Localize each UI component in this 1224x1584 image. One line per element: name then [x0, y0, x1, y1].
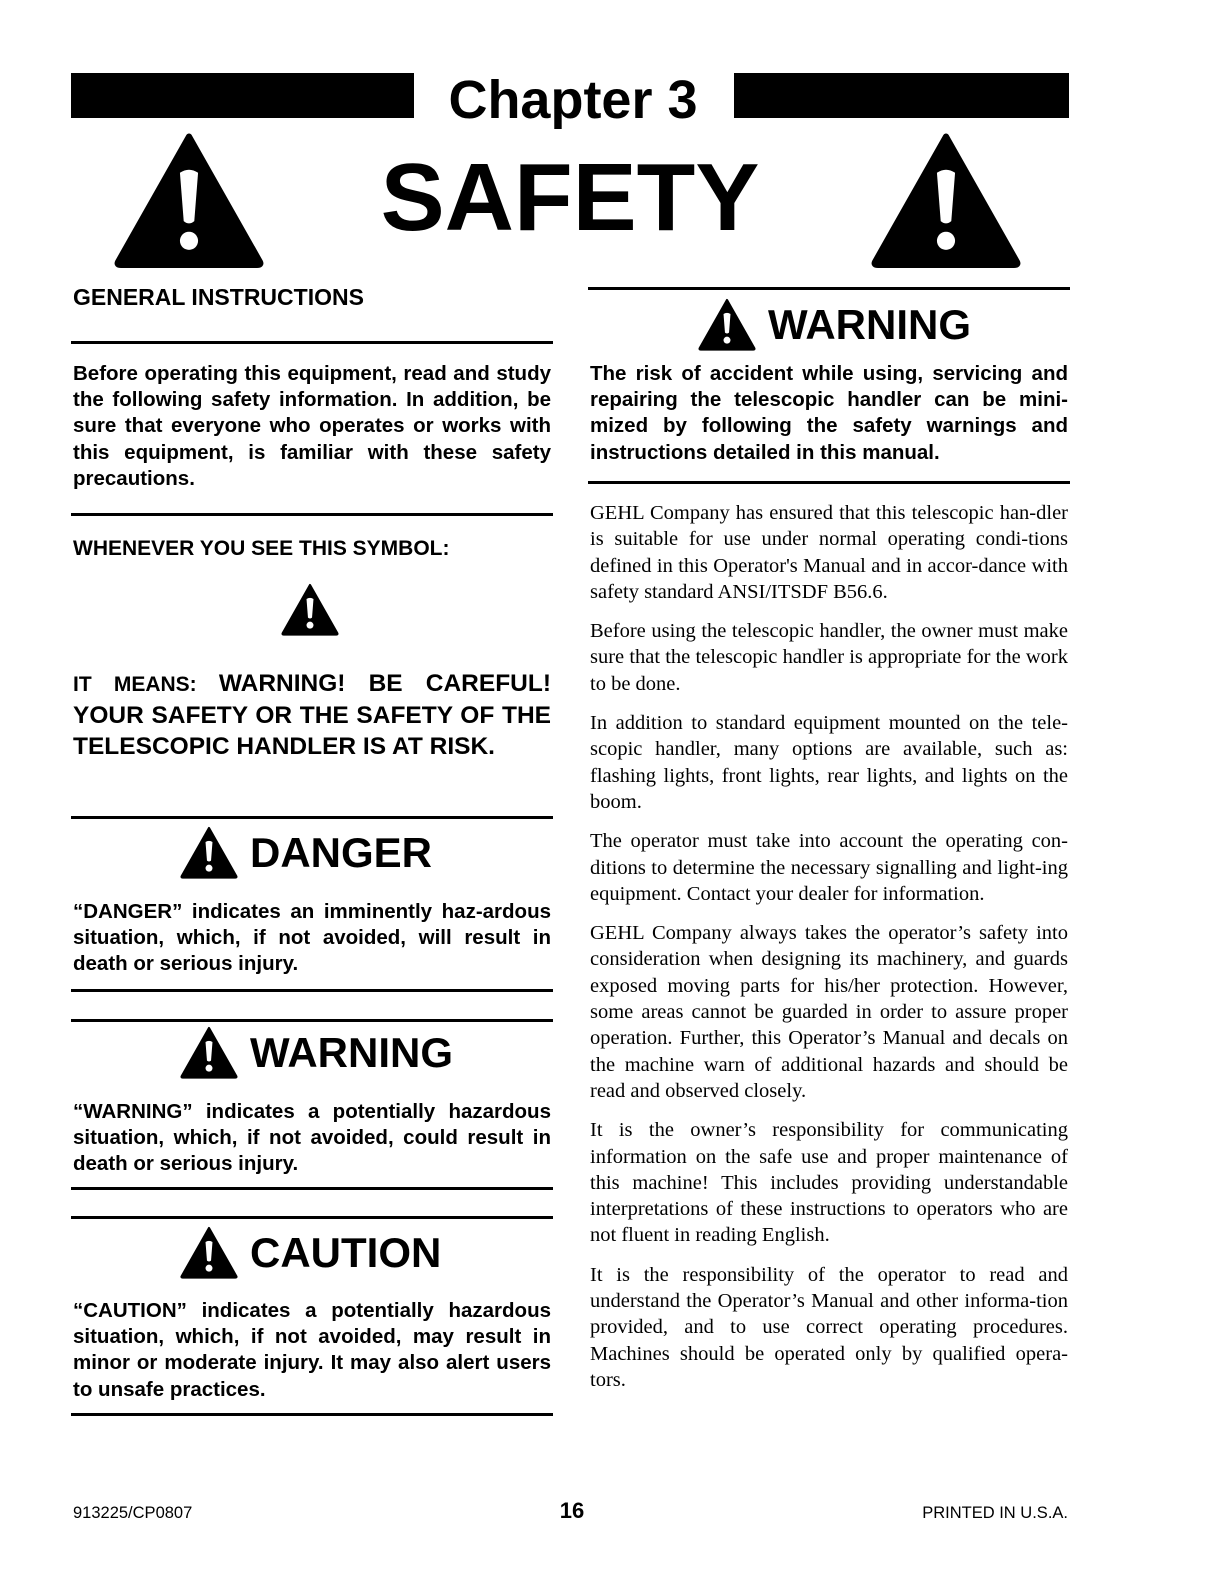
header-bar-left [71, 73, 414, 118]
warning-triangle-icon [180, 1226, 238, 1279]
means-prefix: IT MEANS: [73, 673, 219, 696]
divider [588, 287, 1070, 290]
paragraph: It is the responsibility of the operator to read and understand the Operator’s Manual and other informa-tion provided, and to use correct operating procedures. Machines should be operated only by qualified opera-tors. [590, 1263, 1068, 1391]
intro-text: Before operating this equipment, read and study the following safety information. In addition, be sure that everyone who operates or works with this equipment, is familiar with these safety precautions. [73, 362, 551, 490]
caution-label: CAUTION [250, 1228, 442, 1276]
right-warning-heading [698, 298, 971, 351]
page-number: 16 [559, 1498, 585, 1523]
divider [71, 341, 553, 344]
warning-triangle-icon [281, 583, 339, 636]
paragraph: The operator must take into account the operating con-ditions to determine the necessary signalling and light-ing equipment. Contact your dealer for information. [590, 830, 1068, 905]
divider [71, 1413, 553, 1416]
warning-text: “WARNING” indicates a potentially hazardous situation, which, if not avoided, could result in death or serious injury. [73, 1100, 551, 1176]
divider [71, 1019, 553, 1022]
divider [588, 481, 1070, 484]
symbol-heading: WHENEVER YOU SEE THIS SYMBOL: [73, 537, 450, 560]
header-bar-right [734, 73, 1069, 118]
warning-heading [180, 1026, 453, 1079]
warning-triangle-icon [870, 132, 1022, 268]
warning-triangle-icon [113, 132, 265, 268]
danger-text: “DANGER” indicates an imminently haz-ardous situation, which, if not avoided, will result in death or serious injury. [73, 900, 551, 976]
caution-heading [180, 1226, 441, 1279]
danger-label: DANGER [250, 828, 433, 876]
paragraph: In addition to standard equipment mounted on the tele-scopic handler, many options are available, such as: flashing lights, front lights, rear lights, and lights on the boom. [590, 712, 1068, 813]
means-text: WARNING! BE CAREFUL! YOUR SAFETY OR THE SAFETY OF THE TELESCOPIC HANDLER IS AT RISK. [73, 670, 551, 760]
right-warning-label: WARNING [768, 300, 971, 348]
warning-triangle-icon [698, 298, 756, 351]
warning-label: WARNING [250, 1028, 453, 1076]
chapter-label: Chapter 3 [448, 70, 698, 130]
right-warning-text: The risk of accident while using, servicing and repairing the telescopic handler can be mini-mized by following the safety warnings and instructions detailed in this manual. [590, 362, 1068, 464]
general-instructions-heading: GENERAL INSTRUCTIONS [73, 284, 364, 310]
divider [71, 513, 553, 516]
warning-triangle-icon [180, 826, 238, 879]
page-title: SAFETY [380, 144, 760, 251]
danger-heading [180, 826, 432, 879]
doc-number: 913225/CP0807 [73, 1504, 193, 1522]
printed-note: PRINTED IN U.S.A. [922, 1504, 1068, 1522]
divider [71, 1216, 553, 1219]
paragraph: Before using the telescopic handler, the owner must make sure that the telescopic handler is appropriate for the work to be done. [590, 620, 1068, 695]
paragraph: GEHL Company always takes the operator’s safety into consideration when designing its machinery, and guards exposed moving parts for his/her protection. However, some areas cannot be guarded in order to assure proper operation. Further, this Operator’s Manual and decals on the machine warn of additional hazards and should be read and observed closely. [590, 922, 1068, 1102]
caution-text: “CAUTION” indicates a potentially hazardous situation, which, if not avoided, may result in minor or moderate injury. It may also alert users to unsafe practices. [73, 1299, 551, 1401]
body-text [590, 500, 1068, 1406]
paragraph: It is the owner’s responsibility for communicating information on the safe use and proper maintenance of this machine! This includes providing understandable interpretations of these instructions to operators who are not fluent in reading English. [590, 1119, 1068, 1247]
divider [71, 989, 553, 992]
divider [71, 1187, 553, 1190]
divider [71, 816, 553, 819]
warning-triangle-icon [180, 1026, 238, 1079]
paragraph: GEHL Company has ensured that this telescopic han-dler is suitable for use under normal operating condi-tions defined in this Operator's Manual and in accor-dance with safety standard ANSI/ITSDF B56.6. [590, 502, 1068, 603]
symbol-meaning [73, 668, 551, 762]
